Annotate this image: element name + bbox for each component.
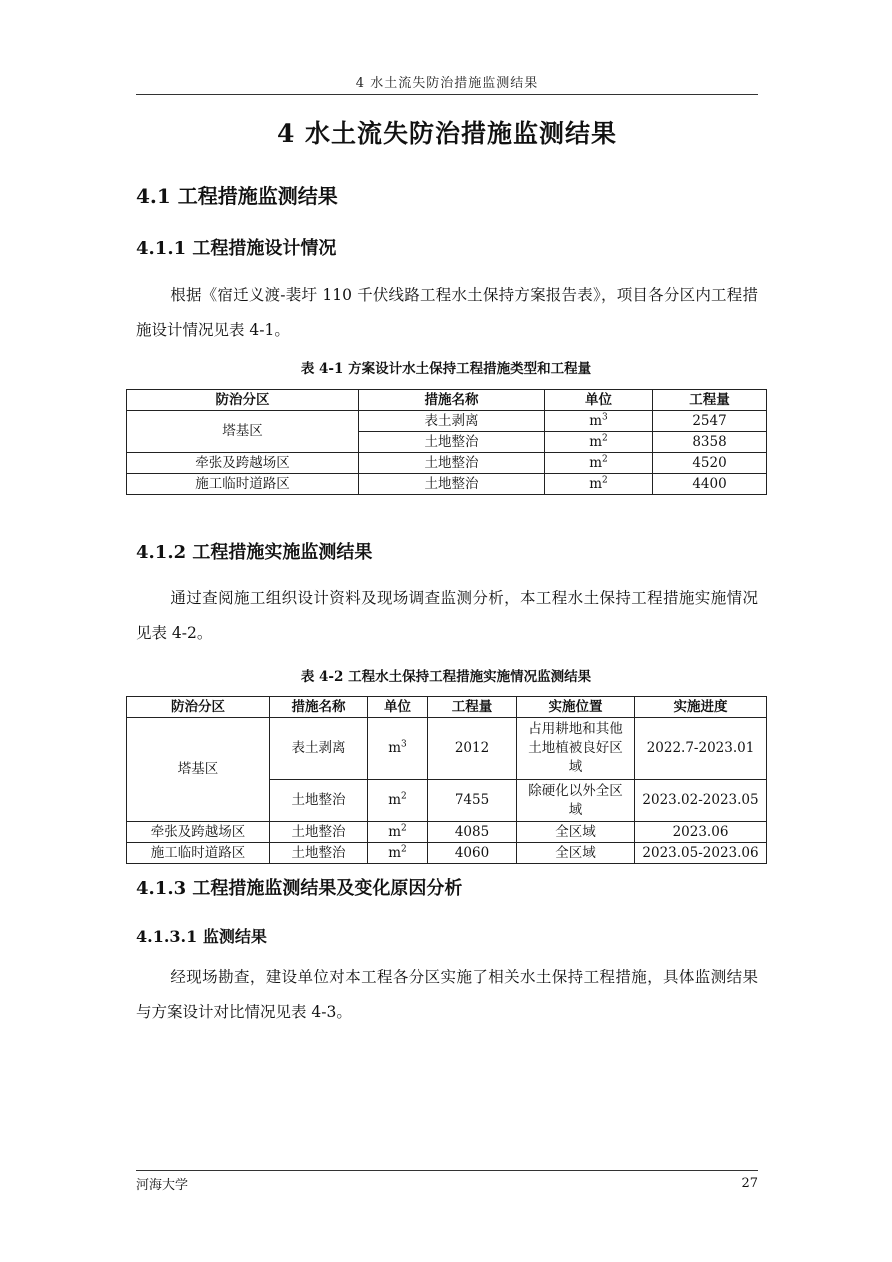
table-row	[127, 411, 767, 432]
location-cell: 全区域	[517, 843, 635, 864]
section-4-1-2-heading: 4.1.2 工程措施实施监测结果	[136, 542, 373, 563]
unit-cell	[545, 411, 653, 432]
unit-exponent: 3	[401, 739, 407, 750]
unit-cell	[545, 432, 653, 453]
measure-cell: 土地整治	[359, 474, 545, 495]
unit-base: m	[589, 433, 603, 450]
unit-cell	[545, 453, 653, 474]
location-cell: 除硬化以外全区域	[517, 780, 635, 822]
measure-cell: 土地整治	[270, 843, 368, 864]
zone-cell: 塔基区	[127, 718, 270, 822]
table-4-1	[126, 389, 767, 495]
location-cell: 占用耕地和其他土地植被良好区域	[517, 718, 635, 780]
table-header-cell: 单位	[545, 390, 653, 411]
table-4-2	[126, 696, 767, 864]
unit-exponent: 3	[602, 412, 608, 422]
progress-cell: 2023.05-2023.06	[635, 843, 767, 864]
amount-cell: 4085	[428, 822, 517, 843]
paragraph-text: 经现场勘查，建设单位对本工程各分区实施了相关水土保持工程措施，具体监测结果与方案设计对比情况见表 4-3。	[136, 968, 758, 1021]
chapter-title: 4 水土流失防治措施监测结果	[276, 119, 618, 148]
table-row	[127, 843, 767, 864]
table-header-cell: 防治分区	[127, 697, 270, 718]
unit-exponent: 2	[602, 433, 608, 443]
header-rule	[136, 94, 758, 95]
table-header-row	[127, 697, 767, 718]
location-cell: 全区域	[517, 822, 635, 843]
amount-cell: 4520	[653, 453, 767, 474]
page-number: 27	[741, 1176, 758, 1191]
zone-cell: 塔基区	[127, 411, 359, 453]
section-4-1-3-1-heading: 4.1.3.1 监测结果	[136, 927, 267, 946]
table-header-cell: 工程量	[428, 697, 517, 718]
table-header-cell: 措施名称	[270, 697, 368, 718]
table-header-cell: 单位	[368, 697, 428, 718]
measure-cell: 土地整治	[359, 432, 545, 453]
unit-cell	[368, 822, 428, 843]
table-4-1-caption: 表 4-1 方案设计水土保持工程措施类型和工程量	[300, 361, 592, 377]
unit-cell	[545, 474, 653, 495]
unit-base: m	[388, 792, 402, 808]
table-header-cell: 实施位置	[517, 697, 635, 718]
section-4-1-1-heading: 4.1.1 工程措施设计情况	[136, 238, 337, 259]
table-header-cell: 实施进度	[635, 697, 767, 718]
section-4-1-1-paragraph	[136, 278, 758, 348]
table-row	[127, 474, 767, 495]
zone-cell: 施工临时道路区	[127, 474, 359, 495]
table-row	[127, 822, 767, 843]
measure-cell: 土地整治	[270, 780, 368, 822]
unit-base: m	[589, 412, 603, 429]
unit-exponent: 2	[401, 844, 407, 854]
section-4-1-3-heading: 4.1.3 工程措施监测结果及变化原因分析	[136, 878, 463, 899]
table-header-row	[127, 390, 767, 411]
measure-cell: 表土剥离	[359, 411, 545, 432]
table-header-cell: 工程量	[653, 390, 767, 411]
table-4-2-caption: 表 4-2 工程水土保持工程措施实施情况监测结果	[300, 669, 592, 685]
footer-institution: 河海大学	[136, 1178, 189, 1193]
unit-base: m	[589, 475, 603, 492]
amount-cell: 2012	[428, 718, 517, 780]
unit-cell	[368, 780, 428, 822]
amount-cell: 8358	[653, 432, 767, 453]
progress-cell: 2022.7-2023.01	[635, 718, 767, 780]
unit-base: m	[388, 823, 402, 840]
zone-cell: 施工临时道路区	[127, 843, 270, 864]
unit-base: m	[589, 454, 603, 471]
section-4-1-3-1-paragraph	[136, 960, 758, 1030]
footer-rule	[136, 1170, 758, 1171]
table-row	[127, 718, 767, 780]
unit-exponent: 2	[401, 823, 407, 833]
unit-exponent: 2	[602, 475, 608, 485]
unit-cell	[368, 843, 428, 864]
amount-cell: 4060	[428, 843, 517, 864]
unit-base: m	[388, 740, 402, 756]
measure-cell: 土地整治	[359, 453, 545, 474]
zone-cell: 牵张及跨越场区	[127, 822, 270, 843]
amount-cell: 7455	[428, 780, 517, 822]
measure-cell: 表土剥离	[270, 718, 368, 780]
table-row	[127, 453, 767, 474]
unit-exponent: 2	[401, 791, 407, 802]
unit-exponent: 2	[602, 454, 608, 464]
paragraph-text: 通过查阅施工组织设计资料及现场调查监测分析，本工程水土保持工程措施实施情况见表 4-2。	[136, 589, 758, 642]
zone-cell: 牵张及跨越场区	[127, 453, 359, 474]
section-4-1-heading: 4.1 工程措施监测结果	[136, 184, 338, 208]
running-header: 4 水土流失防治措施监测结果	[355, 76, 539, 91]
progress-cell: 2023.06	[635, 822, 767, 843]
unit-cell	[368, 718, 428, 780]
amount-cell: 2547	[653, 411, 767, 432]
section-4-1-2-paragraph	[136, 581, 758, 651]
measure-cell: 土地整治	[270, 822, 368, 843]
amount-cell: 4400	[653, 474, 767, 495]
progress-cell: 2023.02-2023.05	[635, 780, 767, 822]
unit-base: m	[388, 844, 402, 861]
table-header-cell: 措施名称	[359, 390, 545, 411]
table-header-cell: 防治分区	[127, 390, 359, 411]
paragraph-text: 根据《宿迁义渡-裴圩 110 千伏线路工程水土保持方案报告表》，项目各分区内工程措施设计情况见表 4-1。	[136, 286, 758, 339]
